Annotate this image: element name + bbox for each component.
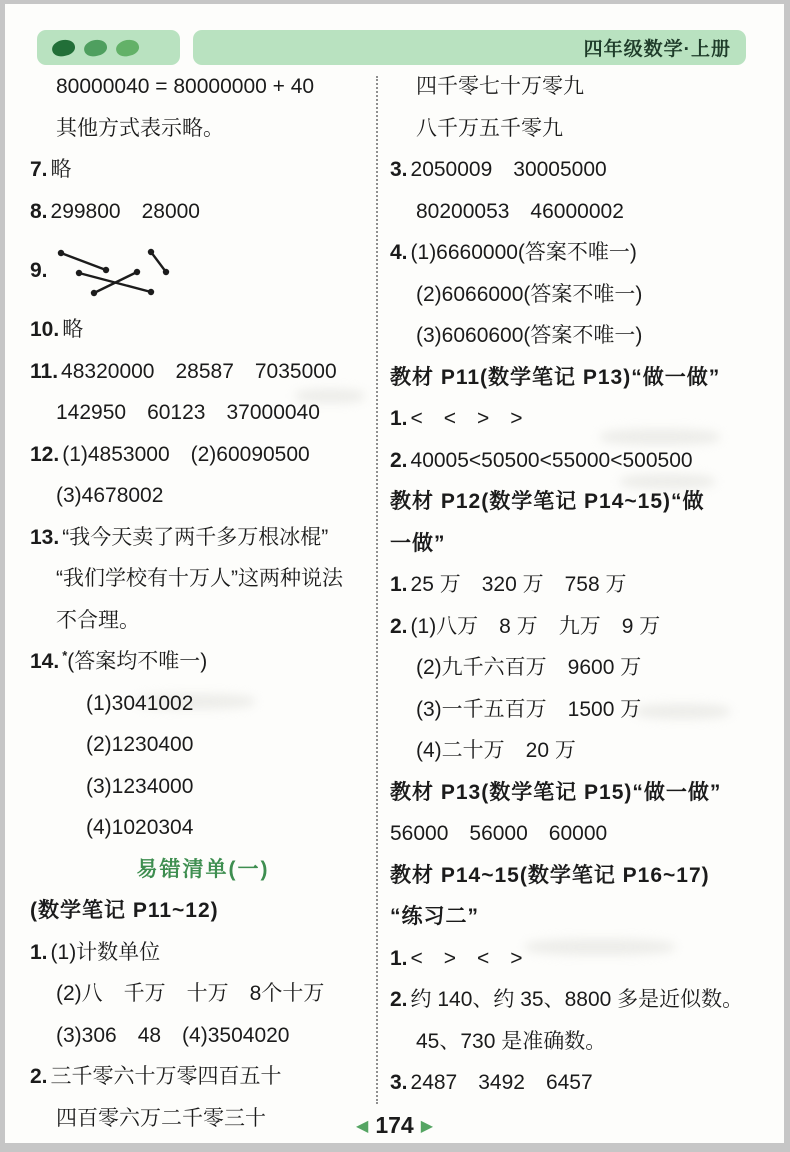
page-footer — [5, 1114, 784, 1137]
subsection-heading — [390, 896, 768, 938]
dot-icon — [114, 37, 140, 58]
answer-line — [390, 232, 768, 274]
answer-line — [390, 398, 768, 440]
answer-text: 略 — [62, 318, 84, 341]
answer-text: 四百零六万二千零三十 — [56, 1106, 266, 1130]
dot-icon — [50, 37, 76, 58]
item-number: 8. — [30, 199, 48, 223]
answer-line — [30, 351, 376, 393]
item-number: 3. — [390, 1071, 408, 1094]
answer-text: 一做” — [390, 531, 446, 555]
answer-text: 299800 28000 — [50, 199, 200, 223]
answer-text: 25 万 320 万 758 万 — [410, 573, 627, 596]
answer-text: (4)二十万 20 万 — [416, 739, 576, 762]
answer-line — [390, 149, 768, 191]
item-number: 11. — [30, 359, 59, 383]
answer-text: 其他方式表示略。 — [56, 116, 224, 140]
answer-text: < < > > — [410, 407, 523, 430]
answer-line — [30, 932, 376, 974]
item-number: 3. — [390, 158, 408, 181]
column-divider — [376, 76, 378, 1104]
answer-text: 80200053 46000002 — [416, 199, 624, 223]
answer-line — [390, 730, 768, 772]
answer-line — [390, 440, 768, 482]
answer-text: (1)八万 8 万 九万 9 万 — [410, 614, 661, 638]
answer-line — [390, 1062, 768, 1104]
answer-text: 56000 56000 60000 — [390, 822, 608, 845]
answer-text: (1)6660000(答案不唯一) — [410, 241, 637, 264]
answer-text: 48320000 28587 7035000 — [61, 359, 337, 383]
answer-text: 142950 60123 37000040 — [56, 401, 320, 424]
answer-text: (2)1230400 — [86, 733, 194, 756]
answer-line — [30, 641, 376, 683]
answer-text: (3)1234000 — [86, 774, 194, 798]
item-number: 14. — [30, 650, 60, 673]
section-heading — [30, 849, 376, 891]
answer-line — [390, 813, 768, 855]
answer-line — [30, 600, 376, 642]
answer-text: (2)九千六百万 9600 万 — [416, 656, 642, 679]
subsection-heading — [390, 772, 768, 814]
answer-line — [390, 689, 768, 731]
item-number: 10. — [30, 318, 60, 341]
subsection-heading — [390, 523, 768, 565]
answer-text: “练习二” — [390, 905, 479, 928]
answer-text: 40005<50500<55000<500500 — [410, 448, 693, 472]
answer-text: (1)3041002 — [86, 691, 194, 715]
answer-line — [30, 392, 376, 434]
answer-text: 三千零六十万零四百五十 — [50, 1065, 282, 1088]
subsection-heading — [30, 890, 376, 932]
answer-text: 八千万五千零九 — [416, 116, 563, 140]
next-page-icon: ▶ — [420, 1115, 433, 1135]
answer-text: (答案均不唯一) — [67, 650, 208, 673]
answer-line — [30, 191, 376, 233]
item-number: 1. — [30, 940, 48, 964]
item-star-mark: * — [62, 648, 68, 663]
answer-line — [390, 979, 768, 1021]
answer-line — [390, 66, 768, 108]
answer-line — [30, 558, 376, 600]
answer-text: 80000040 = 80000000 + 40 — [56, 75, 315, 98]
answer-text: 约 140、约 35、8800 多是近似数。 — [410, 988, 744, 1011]
answer-line — [30, 807, 376, 849]
item-number: 1. — [390, 573, 408, 596]
answer-text: (2)6066000(答案不唯一) — [416, 282, 643, 306]
answer-text: 教材 P11(数学笔记 P13)“做一做” — [390, 365, 721, 389]
answer-text: (3)306 48 (4)3504020 — [56, 1023, 290, 1047]
answer-line — [390, 1021, 768, 1063]
header-bar — [193, 30, 746, 65]
answer-line — [30, 475, 376, 517]
answer-text: 2487 3492 6457 — [410, 1071, 593, 1094]
answer-line — [390, 315, 768, 357]
item-number: 2. — [390, 988, 408, 1011]
answer-line — [390, 564, 768, 606]
answer-line — [30, 1015, 376, 1057]
answer-line — [30, 108, 376, 150]
item-number: 1. — [390, 946, 408, 970]
answer-text: 易错清单(一) — [136, 857, 270, 881]
answer-line — [390, 938, 768, 980]
dot-icon — [82, 37, 108, 58]
answer-line — [30, 1056, 376, 1098]
answer-text: “我今天卖了两千多万根冰棍” — [62, 525, 329, 549]
answer-text: 教材 P13(数学笔记 P15)“做一做” — [390, 780, 722, 804]
answer-line — [30, 66, 376, 108]
answer-line — [390, 108, 768, 150]
answer-text: (1)计数单位 — [50, 940, 161, 964]
subsection-heading — [390, 481, 768, 523]
item-number: 2. — [390, 614, 408, 638]
item-number: 2. — [30, 1065, 48, 1088]
answer-line — [30, 232, 376, 309]
subsection-heading — [390, 855, 768, 897]
answer-line — [390, 191, 768, 233]
answer-text: 略 — [50, 158, 72, 181]
answer-line — [30, 309, 376, 351]
header-tab — [37, 30, 180, 65]
answer-text: 教材 P14~15(数学笔记 P16~17) — [390, 863, 710, 887]
answer-line — [30, 149, 376, 191]
answer-text: (3)4678002 — [56, 484, 164, 507]
answer-line — [30, 724, 376, 766]
answer-text: 教材 P12(数学笔记 P14~15)“做 — [390, 490, 705, 513]
answer-text: 2050009 30005000 — [410, 158, 607, 181]
prev-page-icon: ◀ — [356, 1115, 369, 1135]
item-number: 4. — [390, 241, 408, 264]
item-number: 7. — [30, 158, 48, 181]
answer-text: (3)一千五百万 1500 万 — [416, 697, 642, 721]
answer-line — [390, 606, 768, 648]
answer-line — [30, 517, 376, 559]
answer-text: (4)1020304 — [86, 816, 194, 839]
answer-line — [30, 973, 376, 1015]
left-column — [30, 66, 376, 1139]
answer-text: 不合理。 — [56, 608, 140, 632]
matching-lines-diagram — [55, 245, 175, 301]
answer-line — [30, 683, 376, 725]
answer-text: (数学笔记 P11~12) — [30, 899, 219, 922]
answer-line — [30, 766, 376, 808]
page-title: 四年级数学·上册 — [583, 39, 731, 60]
right-column — [390, 66, 768, 1104]
answer-text: (1)4853000 (2)60090500 — [62, 442, 310, 466]
item-number: 13. — [30, 525, 60, 549]
item-number: 1. — [390, 407, 408, 430]
answer-text: 45、730 是准确数。 — [416, 1029, 607, 1053]
answer-text: < > < > — [410, 946, 523, 970]
answer-text: 四千零七十万零九 — [416, 75, 584, 98]
subsection-heading — [390, 357, 768, 399]
item-number: 9. — [30, 258, 48, 282]
book-page — [5, 4, 784, 1143]
answer-text: (3)6060600(答案不唯一) — [416, 324, 643, 347]
answer-line — [390, 274, 768, 316]
answer-text: “我们学校有十万人”这两种说法 — [56, 567, 343, 590]
page-number: 174 — [375, 1112, 414, 1138]
answer-text: (2)八 千万 十万 8个十万 — [56, 982, 325, 1005]
item-number: 2. — [390, 448, 408, 472]
answer-line — [30, 434, 376, 476]
answer-line — [390, 647, 768, 689]
item-number: 12. — [30, 442, 60, 466]
